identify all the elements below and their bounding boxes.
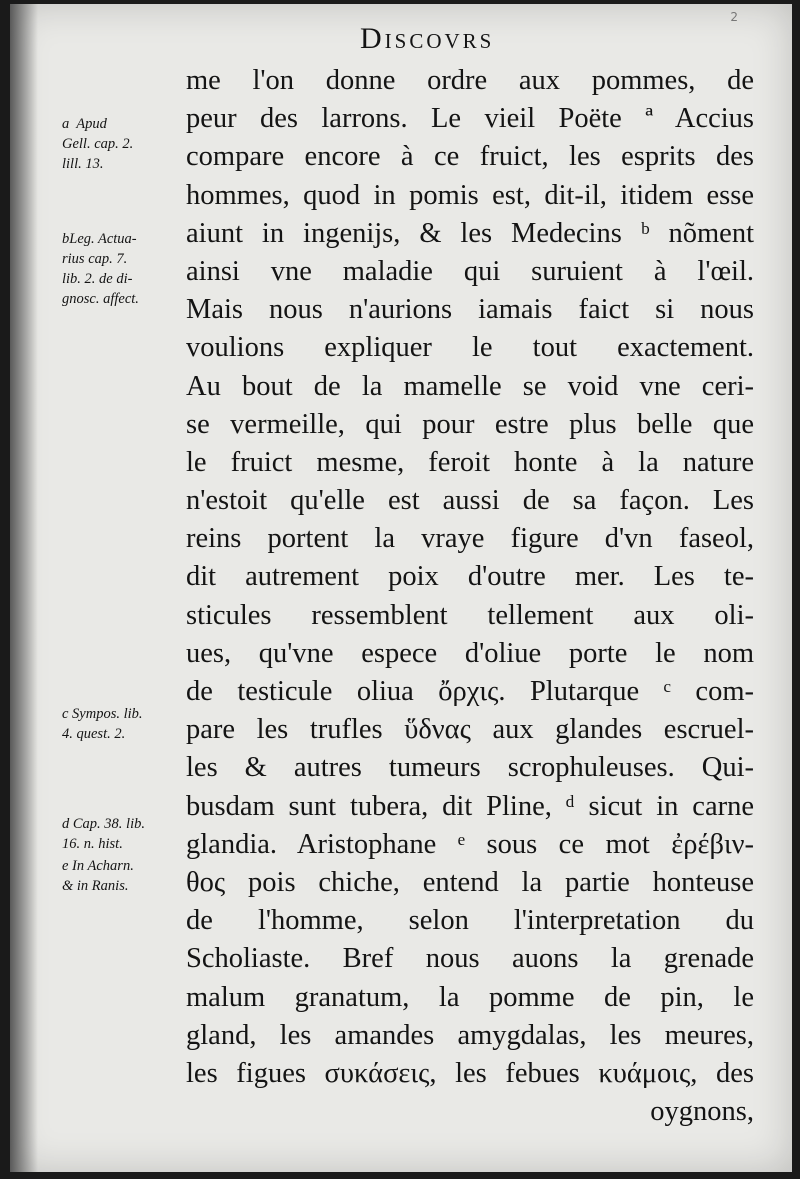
text-line: Mais nous n'aurions iamais faict si nous	[186, 294, 754, 326]
text-line: dit autrement poix d'outre mer. Les te-	[186, 561, 754, 593]
text-line: ues, qu'vne espece d'oliue porte le nom	[186, 637, 754, 669]
binding-shadow	[10, 4, 38, 1172]
text-line: gland, les amandes amygdalas, les meures,	[186, 1019, 754, 1051]
text-line: peur des larrons. Le vieil Poëte ª Accius	[186, 103, 754, 135]
margin-note-b: bLeg. Actua- rius cap. 7. lib. 2. de di- gnosc. affect.	[62, 231, 139, 307]
margin-note-e: e In Acharn. & in Ranis.	[62, 858, 134, 894]
text-line: Au bout de la mamelle se void vne ceri-	[186, 370, 754, 402]
book-page	[10, 4, 792, 1172]
corner-mark: 2	[730, 10, 738, 24]
text-line: les figues συκάσεις, les febues κυάμοις, des	[186, 1057, 754, 1089]
text-line: pare les trufles ὕδνας aux glandes escruel-	[186, 714, 754, 746]
text-line: ainsi vne maladie qui suruient à l'œil.	[186, 255, 754, 287]
text-line: Scholiaste. Bref nous auons la grenade	[186, 943, 754, 975]
margin-note-d: d Cap. 38. lib. 16. n. hist.	[62, 816, 145, 852]
text-line: voulions expliquer le tout exactement.	[186, 332, 754, 364]
text-line: n'estoit qu'elle est aussi de sa façon. Les	[186, 485, 754, 517]
text-line: reins portent la vraye figure d'vn faseol,	[186, 523, 754, 555]
running-header: Discovrs	[360, 22, 495, 55]
margin-note-a: a Apud Gell. cap. 2. lill. 13.	[62, 116, 134, 172]
text-line: hommes, quod in pomis est, dit-il, itidem esse	[186, 179, 754, 211]
text-line: de l'homme, selon l'interpretation du	[186, 905, 754, 937]
margin-note-c: c Sympos. lib. 4. quest. 2.	[62, 706, 143, 742]
main-text	[186, 62, 754, 1131]
text-line: sticules ressemblent tellement aux oli-	[186, 599, 754, 631]
text-line: me l'on donne ordre aux pommes, de	[186, 65, 754, 96]
text-line: aiunt in ingenijs, & les Medecins ᵇ nõment	[186, 217, 754, 249]
catchword: oygnons,	[650, 1096, 754, 1128]
text-line: le fruict mesme, feroit honte à la nature	[186, 446, 754, 478]
text-line: malum granatum, la pomme de pin, le	[186, 981, 754, 1013]
text-line: de testicule oliua ὄρχις. Plutarque ᶜ com-	[186, 676, 754, 707]
text-line: θος pois chiche, entend la partie honteuse	[186, 866, 754, 898]
text-line: glandia. Aristophane ᵉ sous ce mot ἐρέβιν-	[186, 828, 754, 860]
text-line: les & autres tumeurs scrophuleuses. Qui-	[186, 752, 754, 784]
text-line: se vermeille, qui pour estre plus belle que	[186, 408, 754, 440]
text-line: busdam sunt tubera, dit Pline, ᵈ sicut in carne	[186, 790, 754, 822]
text-line: compare encore à ce fruict, les esprits des	[186, 141, 754, 173]
